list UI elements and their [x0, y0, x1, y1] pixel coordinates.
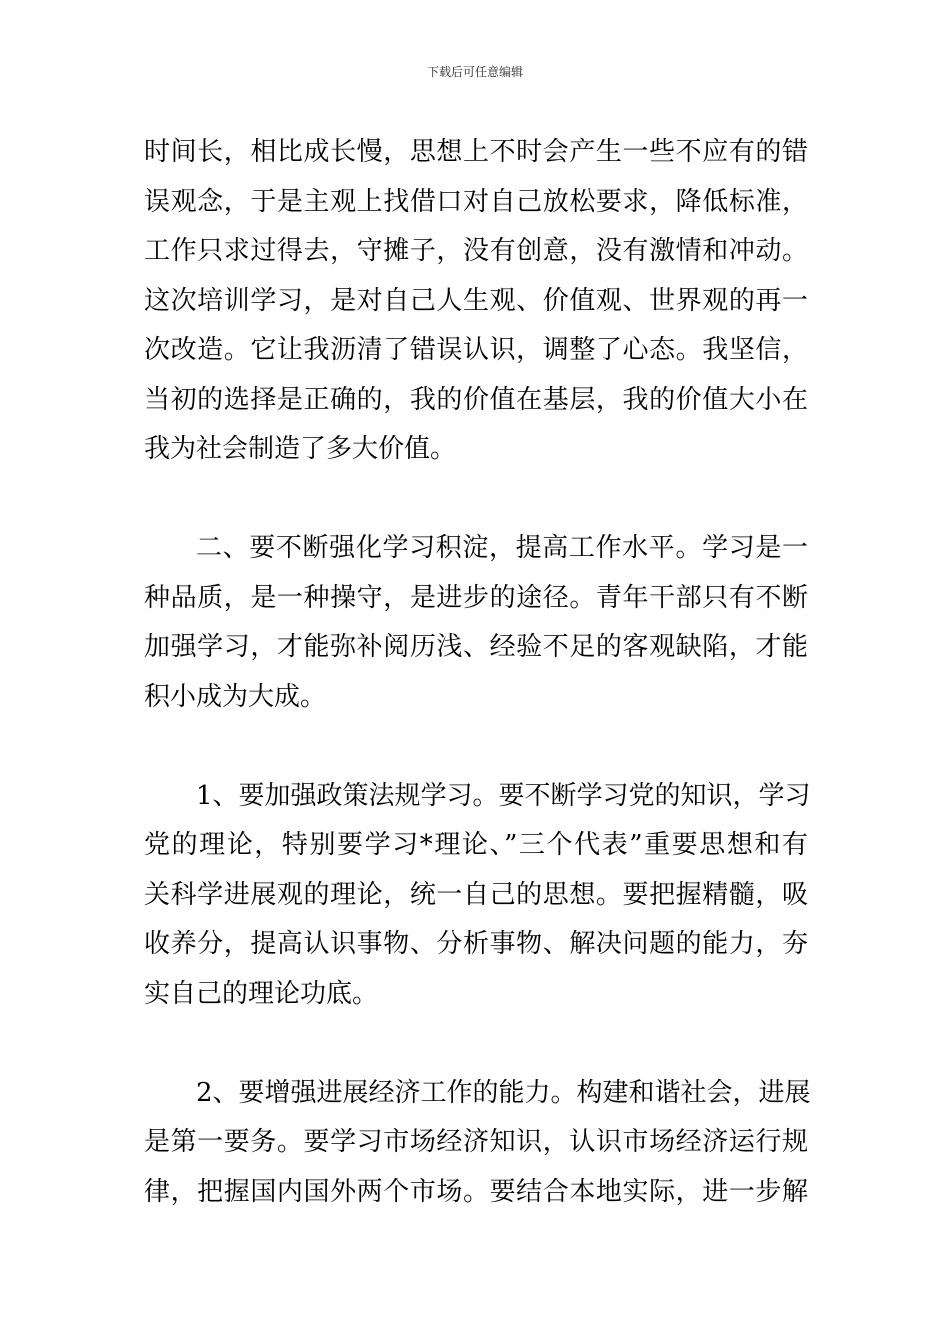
text-line: 这次培训学习，是对自己人生观、价值观、世界观的再一: [144, 285, 808, 316]
text-line: 党的理论，特别要学习*理论、”三个代表”重要思想和有: [144, 830, 808, 860]
text-line: 误观念，于是主观上找借口对自己放松要求，降低标准，: [144, 186, 808, 217]
text-line: 积小成为大成。: [144, 681, 327, 712]
text-line: 是第一要务。要学习市场经济知识，认识市场经济运行规: [144, 1127, 808, 1157]
text-line: 工作只求过得去，守摊子，没有创意，没有激情和冲动。: [144, 236, 808, 266]
paragraph-1: [144, 128, 808, 475]
text-line: 1、要加强政策法规学习。要不断学习党的知识，学习: [196, 780, 811, 811]
paragraph-spacer: [144, 1019, 808, 1069]
paragraph-2: [144, 524, 808, 722]
paragraph-spacer: [144, 722, 808, 772]
text-line: 时间长，相比成长慢，思想上不时会产生一些不应有的错: [144, 137, 808, 167]
paragraph-spacer: [144, 475, 808, 525]
text-line: 关科学进展观的理论，统一自己的思想。要把握精髓，吸: [144, 879, 808, 910]
paragraph-4: [144, 1069, 811, 1218]
text-line: 加强学习，才能弥补阅历浅、经验不足的客观缺陷，才能: [144, 632, 808, 662]
text-line: 律，把握国内国外两个市场。要结合本地实际，进一步解: [144, 1176, 808, 1207]
text-line: 当初的选择是正确的，我的价值在基层，我的价值大小在: [144, 384, 808, 415]
paragraph-3: [144, 772, 811, 1020]
text-line: 2、要增强进展经济工作的能力。构建和谐社会，进展: [196, 1077, 811, 1108]
page-header: 下载后可任意编辑: [426, 65, 523, 79]
text-line: 种品质，是一种操守，是进步的途径。青年干部只有不断: [144, 582, 808, 613]
text-line: 次改造。它让我沥清了错误认识，调整了心态。我坚信，: [144, 335, 808, 365]
text-line: 收养分，提高认识事物、分析事物、解决问题的能力，夯: [144, 929, 808, 959]
text-line: 二、要不断强化学习积淀，提高工作水平。学习是一: [196, 533, 808, 563]
document-body: [144, 128, 811, 1217]
text-line: 实自己的理论功底。: [144, 978, 379, 1009]
text-line: 我为社会制造了多大价值。: [144, 434, 457, 464]
